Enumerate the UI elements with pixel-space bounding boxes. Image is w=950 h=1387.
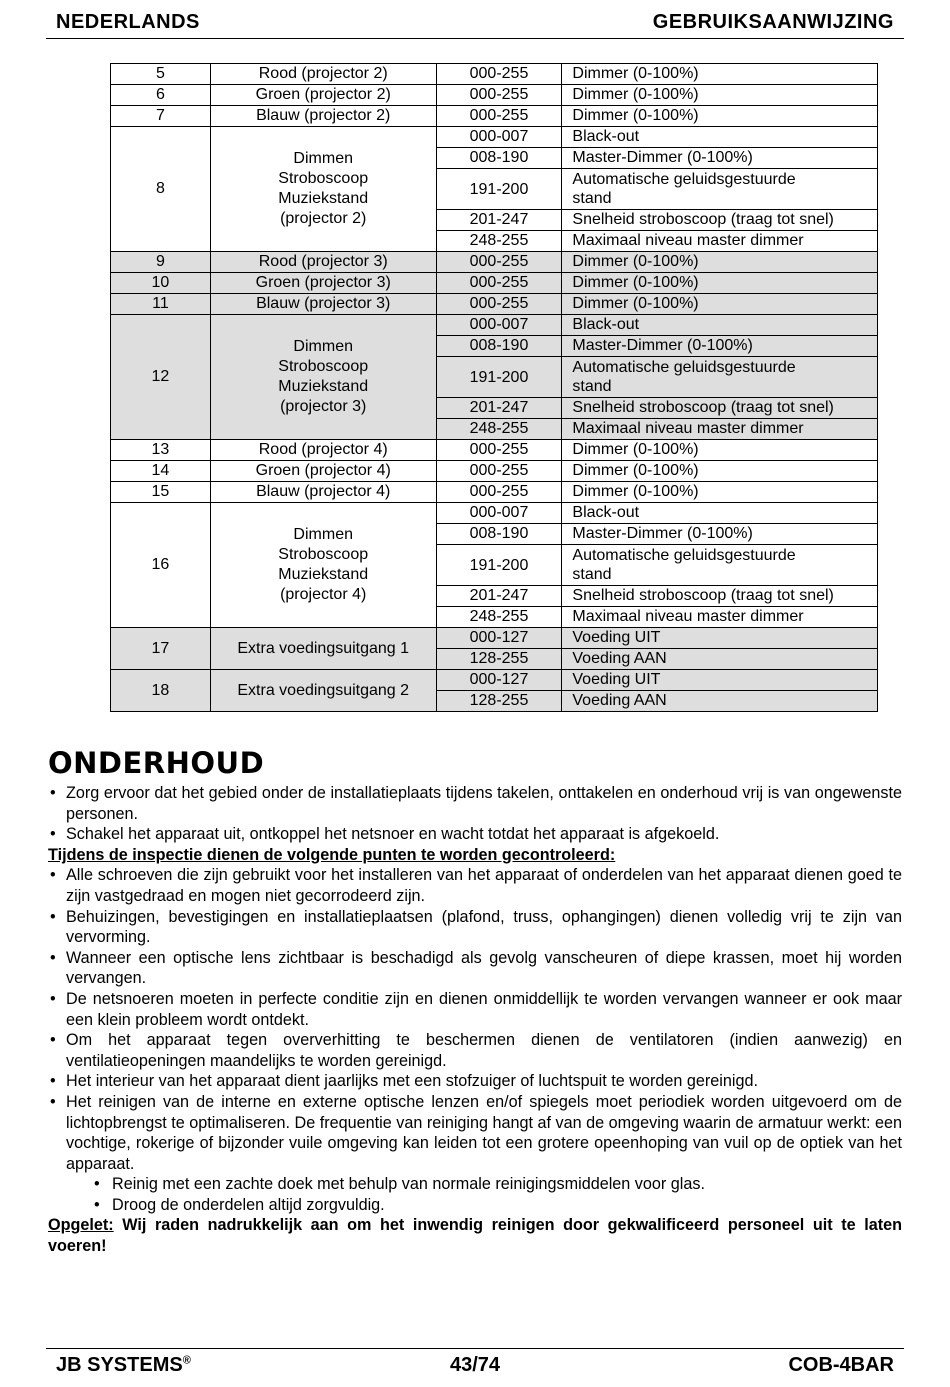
function-cell xyxy=(210,461,436,482)
channel-cell: 16 xyxy=(111,503,211,628)
description-cell: Black-out xyxy=(562,503,878,524)
value-range-cell: 000-127 xyxy=(436,670,562,691)
description-cell: Master-Dimmer (0-100%) xyxy=(562,336,878,357)
function-line: (projector 2) xyxy=(280,210,367,227)
list-item: • Schakel het apparaat uit, ontkoppel het netsnoer en wacht totdat het apparaat is afgekoeld. xyxy=(48,824,902,845)
value-range-cell: 008-190 xyxy=(436,524,562,545)
function-cell xyxy=(210,64,436,85)
inspection-heading: Tijdens de inspectie dienen de volgende punten te worden gecontroleerd: xyxy=(48,845,616,864)
description-cell: Dimmer (0-100%) xyxy=(562,106,878,127)
list-item: • Zorg ervoor dat het gebied onder de installatieplaats tijdens takelen, onttakelen en onderhoud vrij is van ongewenste personen. xyxy=(48,783,902,824)
description-cell: Maximaal niveau master dimmer xyxy=(562,231,878,252)
function-line: Blauw (projector 4) xyxy=(256,483,391,500)
description-cell: Master-Dimmer (0-100%) xyxy=(562,524,878,545)
description-line: stand xyxy=(572,378,612,395)
description-cell xyxy=(562,357,878,398)
value-range-cell: 000-255 xyxy=(436,273,562,294)
description-cell: Voeding AAN xyxy=(562,649,878,670)
function-line: Dimmen xyxy=(293,526,353,543)
channel-cell: 13 xyxy=(111,440,211,461)
function-cell xyxy=(210,482,436,503)
description-line: stand xyxy=(572,190,612,207)
channel-cell: 18 xyxy=(111,670,211,712)
warning-note xyxy=(48,1215,902,1256)
list-item: • Behuizingen, bevestigingen en installatieplaatsen (plafond, truss, ophangingen) dienen volledig vrij te zijn van vervorming. xyxy=(48,907,902,948)
warning-label: Opgelet: xyxy=(48,1216,114,1235)
description-cell: Master-Dimmer (0-100%) xyxy=(562,148,878,169)
value-range-cell: 000-007 xyxy=(436,315,562,336)
description-cell: Black-out xyxy=(562,315,878,336)
description-cell: Dimmer (0-100%) xyxy=(562,252,878,273)
function-line: (projector 3) xyxy=(280,398,367,415)
value-range-cell: 201-247 xyxy=(436,398,562,419)
value-range-cell: 000-255 xyxy=(436,106,562,127)
table-row xyxy=(111,64,878,85)
description-cell: Maximaal niveau master dimmer xyxy=(562,607,878,628)
value-range-cell: 000-127 xyxy=(436,628,562,649)
description-cell: Snelheid stroboscoop (traag tot snel) xyxy=(562,398,878,419)
description-cell: Dimmer (0-100%) xyxy=(562,85,878,106)
channel-cell: 12 xyxy=(111,315,211,440)
table-row xyxy=(111,252,878,273)
function-line: Stroboscoop xyxy=(278,358,369,375)
function-line: Rood (projector 3) xyxy=(258,253,388,270)
description-cell: Snelheid stroboscoop (traag tot snel) xyxy=(562,586,878,607)
footer-model: COB-4BAR xyxy=(788,1354,894,1376)
function-line: Dimmen xyxy=(293,150,353,167)
function-cell xyxy=(210,628,436,670)
channel-cell: 11 xyxy=(111,294,211,315)
value-range-cell: 201-247 xyxy=(436,586,562,607)
list-item: • Om het apparaat tegen oververhitting te beschermen dienen de ventilatoren (indien aanwezig) en ventilatieopeningen maandelijks te worden gereinigd. xyxy=(48,1030,902,1071)
description-cell: Voeding UIT xyxy=(562,670,878,691)
description-cell: Voeding AAN xyxy=(562,691,878,712)
description-cell: Dimmer (0-100%) xyxy=(562,294,878,315)
header-title: GEBRUIKSAANWIJZING xyxy=(652,11,894,33)
table-row xyxy=(111,628,878,649)
description-cell: Snelheid stroboscoop (traag tot snel) xyxy=(562,210,878,231)
value-range-cell: 248-255 xyxy=(436,419,562,440)
description-cell: Dimmer (0-100%) xyxy=(562,273,878,294)
value-range-cell: 248-255 xyxy=(436,231,562,252)
function-cell xyxy=(210,670,436,712)
value-range-cell: 008-190 xyxy=(436,336,562,357)
table-row xyxy=(111,461,878,482)
channel-cell: 7 xyxy=(111,106,211,127)
function-cell xyxy=(210,106,436,127)
table-row xyxy=(111,482,878,503)
function-cell xyxy=(210,294,436,315)
value-range-cell: 128-255 xyxy=(436,691,562,712)
table-row xyxy=(111,127,878,148)
value-range-cell: 191-200 xyxy=(436,357,562,398)
value-range-cell: 191-200 xyxy=(436,169,562,210)
value-range-cell: 000-255 xyxy=(436,85,562,106)
section-title: ONDERHOUD xyxy=(48,746,265,780)
function-line: Blauw (projector 3) xyxy=(256,295,391,312)
value-range-cell: 191-200 xyxy=(436,545,562,586)
function-line: Dimmen xyxy=(293,338,353,355)
value-range-cell: 248-255 xyxy=(436,607,562,628)
maintenance-body xyxy=(48,783,902,1257)
sub-list-item: • Reinig met een zachte doek met behulp van normale reinigingsmiddelen voor glas. xyxy=(48,1174,902,1195)
description-line: Automatische geluidsgestuurde xyxy=(572,171,796,188)
description-cell: Maximaal niveau master dimmer xyxy=(562,419,878,440)
value-range-cell: 000-255 xyxy=(436,294,562,315)
function-line: Groen (projector 2) xyxy=(255,86,391,103)
description-cell: Black-out xyxy=(562,127,878,148)
function-line: Stroboscoop xyxy=(278,170,369,187)
value-range-cell: 000-255 xyxy=(436,64,562,85)
function-cell xyxy=(210,127,436,252)
channel-cell: 17 xyxy=(111,628,211,670)
description-cell: Dimmer (0-100%) xyxy=(562,461,878,482)
function-cell xyxy=(210,440,436,461)
value-range-cell: 000-007 xyxy=(436,127,562,148)
function-line: Rood (projector 2) xyxy=(258,65,388,82)
description-cell: Dimmer (0-100%) xyxy=(562,482,878,503)
list-item: • Het reinigen van de interne en externe optische lenzen en/of spiegels moet periodiek worden uitgevoerd om de lichtopbrengst te optimaliseren. De frequentie van reiniging hangt af van de omgeving waarin de armatuur werkt: een vochtige, rokerige of bijzonder vuile omgeving kan leiden tot een grotere opeenhoping van vuil op de optiek van het apparaat. xyxy=(48,1092,902,1174)
function-cell xyxy=(210,315,436,440)
value-range-cell: 000-255 xyxy=(436,482,562,503)
value-range-cell: 008-190 xyxy=(436,148,562,169)
table-row xyxy=(111,85,878,106)
description-line: Automatische geluidsgestuurde xyxy=(572,359,796,376)
function-line: Groen (projector 3) xyxy=(255,274,391,291)
list-item: • Alle schroeven die zijn gebruikt voor het installeren van het apparaat of onderdelen van het apparaat dienen goed te zijn vastgedraad en mogen niet gecorrodeerd zijn. xyxy=(48,865,902,906)
function-line: Muziekstand xyxy=(278,378,369,395)
header-language: NEDERLANDS xyxy=(56,11,200,33)
function-line: (projector 4) xyxy=(280,586,367,603)
description-line: Automatische geluidsgestuurde xyxy=(572,547,796,564)
page-number: 43/74 xyxy=(449,1354,501,1376)
channel-cell: 14 xyxy=(111,461,211,482)
value-range-cell: 201-247 xyxy=(436,210,562,231)
description-cell: Dimmer (0-100%) xyxy=(562,64,878,85)
table-row xyxy=(111,294,878,315)
function-line: Rood (projector 4) xyxy=(258,441,388,458)
list-item: • Wanneer een optische lens zichtbaar is beschadigd als gevolg vanscheuren of diepe krassen, moet hij worden vervangen. xyxy=(48,948,902,989)
description-line: stand xyxy=(572,566,612,583)
description-cell xyxy=(562,169,878,210)
dmx-channel-table xyxy=(110,63,878,712)
table-row xyxy=(111,273,878,294)
description-cell: Voeding UIT xyxy=(562,628,878,649)
value-range-cell: 000-255 xyxy=(436,252,562,273)
function-line: Blauw (projector 2) xyxy=(256,107,391,124)
function-cell xyxy=(210,503,436,628)
function-line: Extra voedingsuitgang 2 xyxy=(237,681,410,699)
warning-text: Wij raden nadrukkelijk aan om het inwendig reinigen door gekwalificeerd personeel uit te laten voeren! xyxy=(48,1216,902,1256)
value-range-cell: 000-007 xyxy=(436,503,562,524)
channel-cell: 5 xyxy=(111,64,211,85)
function-cell xyxy=(210,85,436,106)
page-header xyxy=(46,8,904,39)
channel-cell: 9 xyxy=(111,252,211,273)
channel-cell: 15 xyxy=(111,482,211,503)
function-cell xyxy=(210,252,436,273)
channel-cell: 6 xyxy=(111,85,211,106)
function-cell xyxy=(210,273,436,294)
list-item: • De netsnoeren moeten in perfecte conditie zijn en dienen onmiddellijk te worden vervangen wanneer er ook maar een klein probleem wordt ontdekt. xyxy=(48,989,902,1030)
sub-list-item: • Droog de onderdelen altijd zorgvuldig. xyxy=(48,1195,902,1216)
value-range-cell: 000-255 xyxy=(436,440,562,461)
list-item: • Het interieur van het apparaat dient jaarlijks met een stofzuiger of luchtspuit te worden gereinigd. xyxy=(48,1071,902,1092)
table-row xyxy=(111,503,878,524)
function-line: Groen (projector 4) xyxy=(255,462,391,479)
table-row xyxy=(111,670,878,691)
function-line: Stroboscoop xyxy=(278,546,369,563)
function-line: Muziekstand xyxy=(278,190,369,207)
table-row xyxy=(111,106,878,127)
brand-name: JB SYSTEMS xyxy=(56,1354,183,1376)
channel-cell: 8 xyxy=(111,127,211,252)
value-range-cell: 128-255 xyxy=(436,649,562,670)
channel-cell: 10 xyxy=(111,273,211,294)
table-row xyxy=(111,440,878,461)
page-footer xyxy=(46,1348,904,1379)
value-range-cell: 000-255 xyxy=(436,461,562,482)
description-cell: Dimmer (0-100%) xyxy=(562,440,878,461)
table-row xyxy=(111,315,878,336)
registered-mark: ® xyxy=(182,1354,191,1367)
function-line: Extra voedingsuitgang 1 xyxy=(237,639,410,657)
function-line: Muziekstand xyxy=(278,566,369,583)
description-cell xyxy=(562,545,878,586)
